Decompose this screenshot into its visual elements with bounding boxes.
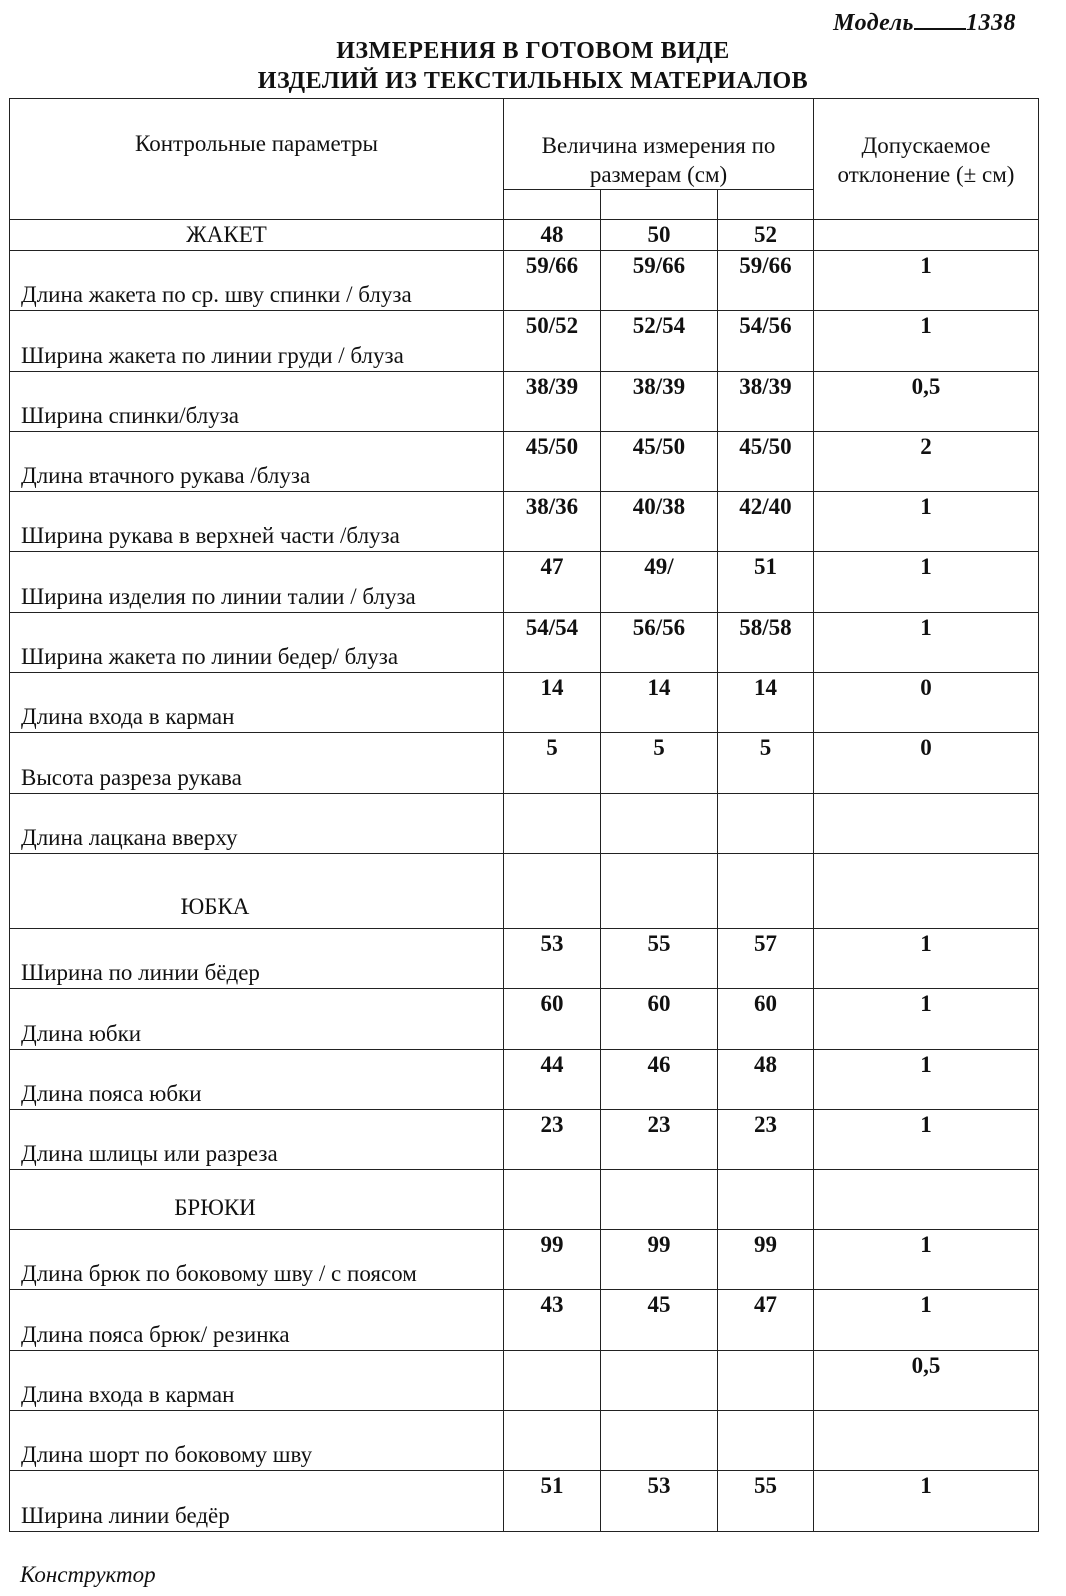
value-cell: 59/66 xyxy=(601,251,718,311)
value-cell xyxy=(504,1350,601,1410)
value-cell: 53 xyxy=(504,928,601,988)
param-name: Длина шорт по боковому шву xyxy=(10,1411,504,1471)
value-cell: 49/ xyxy=(601,552,718,612)
value-cell: 47 xyxy=(504,552,601,612)
value-cell: 52/54 xyxy=(601,311,718,371)
value-cell xyxy=(504,793,601,853)
tolerance-cell: 1 xyxy=(814,251,1039,311)
param-name: Ширина жакета по линии груди / блуза xyxy=(10,311,504,371)
size-tol-cell xyxy=(814,220,1039,251)
value-cell: 59/66 xyxy=(718,251,814,311)
document-title-line1: ИЗМЕРЕНИЯ В ГОТОВОМ ВИДЕ xyxy=(336,38,730,64)
param-name: Длина входа в карман xyxy=(10,1350,504,1410)
value-cell: 45/50 xyxy=(601,431,718,491)
tolerance-cell: 1 xyxy=(814,1290,1039,1350)
table-row xyxy=(10,1350,1039,1410)
tolerance-cell: 1 xyxy=(814,1230,1039,1290)
value-cell: 56/56 xyxy=(601,612,718,672)
size-cell: 48 xyxy=(504,220,601,251)
value-cell: 53 xyxy=(601,1471,718,1531)
tolerance-cell xyxy=(814,793,1039,853)
value-cell: 59/66 xyxy=(504,251,601,311)
value-cell: 99 xyxy=(601,1230,718,1290)
value-cell: 38/39 xyxy=(601,371,718,431)
value-cell: 47 xyxy=(718,1290,814,1350)
param-name: Ширина жакета по линии бедер/ блуза xyxy=(10,612,504,672)
table-row xyxy=(10,1109,1039,1169)
size-cell: 52 xyxy=(718,220,814,251)
value-cell: 14 xyxy=(718,673,814,733)
section-jacket: ЖАКЕТ xyxy=(10,220,504,251)
value-cell: 45/50 xyxy=(718,431,814,491)
constructor-label: Конструктор xyxy=(20,1562,156,1587)
value-cell: 38/39 xyxy=(504,371,601,431)
header-params: Контрольные параметры xyxy=(10,99,504,220)
table-row xyxy=(10,733,1039,793)
tolerance-cell xyxy=(814,1411,1039,1471)
param-name: Ширина рукава в верхней части /блуза xyxy=(10,492,504,552)
tolerance-cell: 1 xyxy=(814,1471,1039,1531)
table-row xyxy=(10,251,1039,311)
value-cell xyxy=(601,1411,718,1471)
value-cell: 50/52 xyxy=(504,311,601,371)
table-row xyxy=(10,552,1039,612)
tolerance-cell: 0,5 xyxy=(814,1350,1039,1410)
value-cell: 5 xyxy=(601,733,718,793)
value-cell: 14 xyxy=(601,673,718,733)
section-skirt-label: ЮБКА xyxy=(180,893,250,919)
value-cell: 5 xyxy=(718,733,814,793)
value-cell xyxy=(601,793,718,853)
value-cell: 54/56 xyxy=(718,311,814,371)
tolerance-cell: 1 xyxy=(814,928,1039,988)
table-row xyxy=(10,1049,1039,1109)
param-name: Длина брюк по боковому шву / с поясом xyxy=(10,1230,504,1290)
model-number-value: 1338 xyxy=(966,10,1016,36)
table-row xyxy=(10,989,1039,1049)
model-number xyxy=(833,8,1016,37)
size-cell: 50 xyxy=(601,220,718,251)
table-row xyxy=(10,311,1039,371)
value-cell xyxy=(718,1411,814,1471)
table-row xyxy=(10,1230,1039,1290)
section-trousers xyxy=(10,1170,504,1230)
tolerance-cell: 1 xyxy=(814,311,1039,371)
empty-cell xyxy=(718,1170,814,1230)
section-trousers-label: БРЮКИ xyxy=(174,1195,256,1221)
header-values: Величина измерения по размерам (см) xyxy=(504,99,814,190)
table-row xyxy=(10,612,1039,672)
value-cell: 51 xyxy=(504,1471,601,1531)
param-name: Длина пояса юбки xyxy=(10,1049,504,1109)
header-subcell xyxy=(718,190,814,220)
tolerance-cell: 0,5 xyxy=(814,371,1039,431)
value-cell: 51 xyxy=(718,552,814,612)
value-cell: 54/54 xyxy=(504,612,601,672)
value-cell: 58/58 xyxy=(718,612,814,672)
model-underline xyxy=(914,8,966,30)
value-cell: 55 xyxy=(718,1471,814,1531)
table-row xyxy=(10,673,1039,733)
tolerance-cell: 2 xyxy=(814,431,1039,491)
param-name: Высота разреза рукава xyxy=(10,733,504,793)
param-name: Ширина линии бедёр xyxy=(10,1471,504,1531)
value-cell xyxy=(601,1350,718,1410)
value-cell: 60 xyxy=(601,989,718,1049)
value-cell xyxy=(504,1411,601,1471)
header-tolerance: Допускаемое отклонение (± см) xyxy=(814,99,1039,220)
value-cell: 5 xyxy=(504,733,601,793)
value-cell: 44 xyxy=(504,1049,601,1109)
param-name: Длина пояса брюк/ резинка xyxy=(10,1290,504,1350)
param-name: Длина входа в карман xyxy=(10,673,504,733)
param-name: Ширина по линии бёдер xyxy=(10,928,504,988)
value-cell: 60 xyxy=(718,989,814,1049)
tolerance-cell: 1 xyxy=(814,492,1039,552)
tolerance-cell: 1 xyxy=(814,552,1039,612)
table-row xyxy=(10,1471,1039,1531)
tolerance-cell: 1 xyxy=(814,1109,1039,1169)
table-row xyxy=(10,1290,1039,1350)
value-cell xyxy=(718,1350,814,1410)
tolerance-cell: 1 xyxy=(814,1049,1039,1109)
value-cell: 99 xyxy=(504,1230,601,1290)
table-row xyxy=(10,928,1039,988)
table-row xyxy=(10,793,1039,853)
param-name: Длина шлицы или разреза xyxy=(10,1109,504,1169)
empty-cell xyxy=(504,853,601,928)
document-title-line2: ИЗДЕЛИЙ ИЗ ТЕКСТИЛЬНЫХ МАТЕРИАЛОВ xyxy=(257,68,809,94)
empty-cell xyxy=(718,853,814,928)
value-cell: 99 xyxy=(718,1230,814,1290)
header-subcell xyxy=(504,190,601,220)
value-cell: 46 xyxy=(601,1049,718,1109)
table-row xyxy=(10,371,1039,431)
model-label: Модель xyxy=(833,10,914,36)
tolerance-cell: 1 xyxy=(814,612,1039,672)
measurements-table xyxy=(9,98,1039,1532)
param-name: Ширина спинки/блуза xyxy=(10,371,504,431)
value-cell: 45 xyxy=(601,1290,718,1350)
value-cell: 45/50 xyxy=(504,431,601,491)
value-cell: 23 xyxy=(601,1109,718,1169)
param-name: Длина лацкана вверху xyxy=(10,793,504,853)
value-cell: 43 xyxy=(504,1290,601,1350)
param-name: Длина жакета по ср. шву спинки / блуза xyxy=(10,251,504,311)
table-row xyxy=(10,492,1039,552)
value-cell xyxy=(718,793,814,853)
empty-cell xyxy=(601,853,718,928)
empty-cell xyxy=(814,853,1039,928)
table-row xyxy=(10,431,1039,491)
value-cell: 42/40 xyxy=(718,492,814,552)
value-cell: 23 xyxy=(718,1109,814,1169)
tolerance-cell: 0 xyxy=(814,673,1039,733)
value-cell: 23 xyxy=(504,1109,601,1169)
value-cell: 38/39 xyxy=(718,371,814,431)
value-cell: 48 xyxy=(718,1049,814,1109)
value-cell: 14 xyxy=(504,673,601,733)
tolerance-cell: 0 xyxy=(814,733,1039,793)
param-name: Длина втачного рукава /блуза xyxy=(10,431,504,491)
header-subcell xyxy=(601,190,718,220)
empty-cell xyxy=(814,1170,1039,1230)
section-skirt xyxy=(10,853,504,928)
value-cell: 57 xyxy=(718,928,814,988)
tolerance-cell: 1 xyxy=(814,989,1039,1049)
empty-cell xyxy=(504,1170,601,1230)
empty-cell xyxy=(601,1170,718,1230)
value-cell: 40/38 xyxy=(601,492,718,552)
table-row xyxy=(10,1411,1039,1471)
param-name: Длина юбки xyxy=(10,989,504,1049)
param-name: Ширина изделия по линии талии / блуза xyxy=(10,552,504,612)
value-cell: 55 xyxy=(601,928,718,988)
value-cell: 60 xyxy=(504,989,601,1049)
value-cell: 38/36 xyxy=(504,492,601,552)
